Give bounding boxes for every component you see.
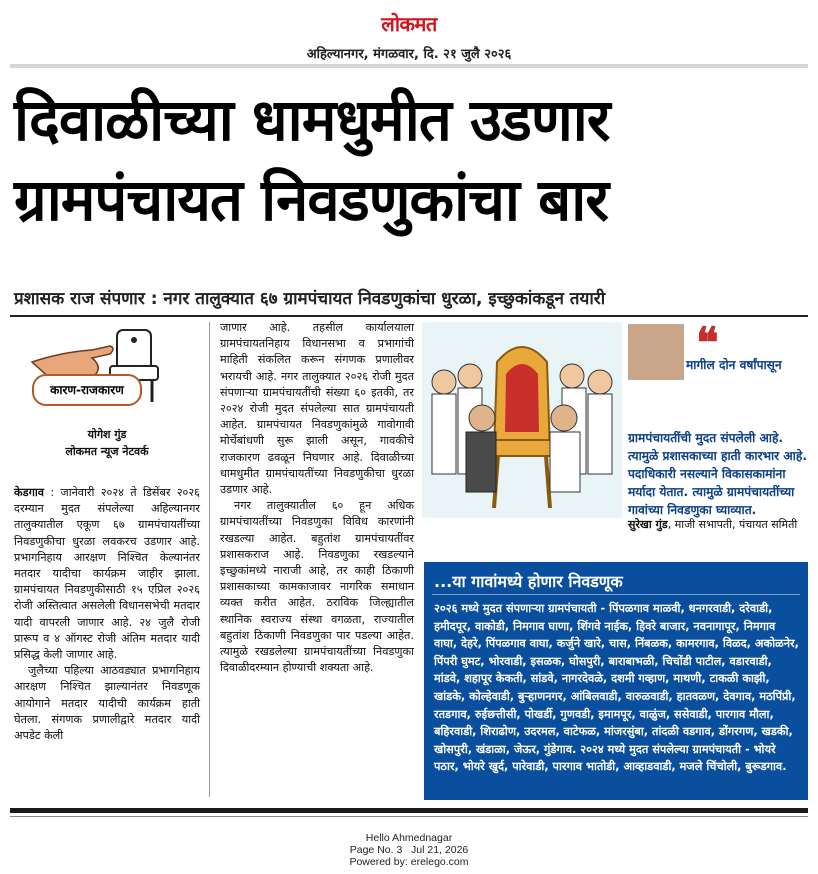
quote-author-name: सुरेखा गुंड [628,518,668,531]
top-divider [10,64,808,68]
quote-author [628,517,814,532]
byline-org: लोकमत न्यूज नेटवर्क [65,445,149,458]
headline-line-1: दिवाळीच्या धामधुमीत उडणार [14,86,610,154]
article-column-2 [220,320,414,676]
section-badge: कारण-राजकारण [32,374,142,406]
article-paragraph: केडगाव : जानेवारी २०२४ ते डिसेंबर २०२६ दरम्यान मुदत संपलेल्या अहिल्यानगर तालुक्यातील एकूण ६७ ग्रामपंचायतींच्या निवडणुकीचा धुरळा लवकरच उडणार आहे. प्रभागनिहाय आरक्षण निश्चित केल्यानंतर मतदार यादीचा कार्यक्रम जाहीर झाला. ग्रामपंचायत निवडणुकीसाठी १५ एप्रिल २०२६ रोजी अस्तित्वात असलेली विधानसभेची मतदार यादी वापरली जाणार आहे. २४ जुलै रोजी प्रारूप व ४ ऑगस्ट रोजी अंतिम मतदार यादी प्रसिद्ध केली जाणार आहे. [14,486,200,662]
byline [14,426,200,460]
article-column-1 [14,485,200,744]
masthead [0,10,818,37]
headline-line-2: ग्रामपंचायत निवडणुकांचा बार [14,166,609,234]
subheadline: प्रशासक राज संपणार : नगर तालुक्यात ६७ ग्रामपंचायत निवडणुकांचा धुरळा, इच्छुकांकडून तयारी [14,289,606,309]
box-title: ...या गावांमध्ये होणार निवडणूक [434,572,623,591]
footer-line-2: Page No. 3 Jul 21, 2026 [349,844,469,856]
box-divider [432,594,800,595]
box-text: २०२६ मध्ये मुदत संपणाऱ्या ग्रामपंचायती - पिंपळगाव माळवी, धनगरवाडी, दरेवाडी, हमीदपूर, वाकोडी, निमगाव घाणा, शिंगवे नाईक, हिवरे बाजार, नवनागापूर, निमगाव वाघा, देहरे, पिंपळगाव वाघा, कर्जुने खारे, चास, निंबळक, कामरगाव, विळद, अकोळनेर, पिंपरी घुमट, भोरवाडी, इसळक, घोसपुरी, बाराबाभळी, चिचोंडी पाटील, वडारवाडी, मांडवे, शहापूर केकती, सांडवे, नागरदेवळे, दशमी गव्हाण, माथणी, टाकळी काझी, खांडके, कोल्हेवाडी, बुऱ्हाणनगर, आंबिलवाडी, वारुळवाडी, हातवळण, देवगाव, मठपिंप्री, रतडगाव, रुईछत्तीसी, पोखर्डी, गुणवडी, इमामपूर, वाळुंज, ससेवाडी, पारगाव मौला, बहिरवाडी, शिराढोण, उदरमल, वाटेफळ, मांजरसुंबा, तांदळी वडगाव, डोंगरगण, खडकी, खोसपुरी, खंडाळा, जेऊर, गुंडेगाव. २०२४ मध्ये मुदत संपलेल्या ग्रामपंचायती - भोयरे पठार, भोयरे खुर्द, पारेवाडी, पारगाव भातोडी, आव्हाडवाडी, मजले चिंचोली, बुरूडगाव. [434,602,799,774]
column-divider [209,322,210,797]
dateline: अहिल्यानगर, मंगळवार, दि. २१ जुलै २०२६ [306,47,512,62]
byline-name: योगेश गुंड [87,428,127,441]
bottom-rule-thin [10,816,808,817]
quote-text-b: ग्रामपंचायतींची मुदत संपलेली आहे. त्यामुळे प्रशासकाच्या हाती कारभार आहे. पदाधिकारी नसल्याने विकासकामांना मर्यादा येतात. त्यामुळे ग्रामपंचायतींच्या गावांच्या निवडणुका घ्याव्यात. [628,431,807,517]
quote-mark-icon: ❝ [696,318,719,367]
headline [14,80,804,240]
village-list-box [424,562,808,800]
article-paragraph: जुलैच्या पहिल्या आठवड्यात प्रभागनिहाय आरक्षण निश्चित झाल्यानंतर निवडणूक आयोगाने मतदार यादीची कार्यक्रम हाती घेतला. संगणक प्रणालीद्वारे मतदार यादी अपडेट केली [14,664,200,743]
article-paragraph: नगर तालुक्यातील ६० हून अधिक ग्रामपंचायतींच्या निवडणुका विविध कारणांनी रखडल्या आहेत. बहुतांश ग्रामपंचायतींवर प्रशासकराज आहे. निवडणुका रखडल्याने इच्छुकांमध्ये नाराजी आहे, तर काही ठिकाणी प्रशासकाच्या कामकाजावर नागरिक समाधान व्यक्त करीत आहेत. ठराविक जिल्ह्यातील स्थानिक स्वराज्य संस्था वगळता, राज्यातील बहुतांश ठिकाणी निवडणुका पार पडल्या आहेत. त्यामुळे रखडलेल्या ग्रामपंचायतींच्या निवडणुका दिवाळीदरम्यान होण्याची शक्यता आहे. [220,499,414,675]
author-photo [628,324,684,380]
bottom-rule [10,808,808,813]
quote-author-role: , माजी सभापती, पंचायत समिती [667,518,798,531]
newspaper-logo: लोकमत [381,12,437,36]
election-chair-illustration [422,322,622,518]
article-paragraph: जाणार आहे. तहसील कार्यालयाला ग्रामपंचायतनिहाय विधानसभा व प्रभागांची माहिती संकलित करून संगणक प्रणालीवर भरायची आहे. नगर तालुक्यात २०२६ रोजी मुदत संपणाऱ्या ग्रामपंचायतींची संख्या ६० इतकी, तर २०२४ रोजी मुदत संपलेल्या सात ग्रामपंचायती आहेत. ग्रामपंचायत निवडणुकांमुळे गावोगावी मोर्चेबांधणी सुरू झाली असून, गावकीचे राजकारण ढवळून निघणार आहे. दिवाळीच्या धामधुमीत ग्रामपंचायतींच्या निवडणुकीचा धुरळा उडणार आहे. [220,321,414,497]
quote-text-a: मागील दोन वर्षांपासून [686,358,782,372]
footer-line-1: Hello Ahmednagar [365,832,453,844]
footer-line-3: Powered by: erelego.com [349,856,469,868]
page-footer [0,832,818,868]
subhead-divider [10,315,808,317]
article-dateline: केडगाव [14,486,44,499]
